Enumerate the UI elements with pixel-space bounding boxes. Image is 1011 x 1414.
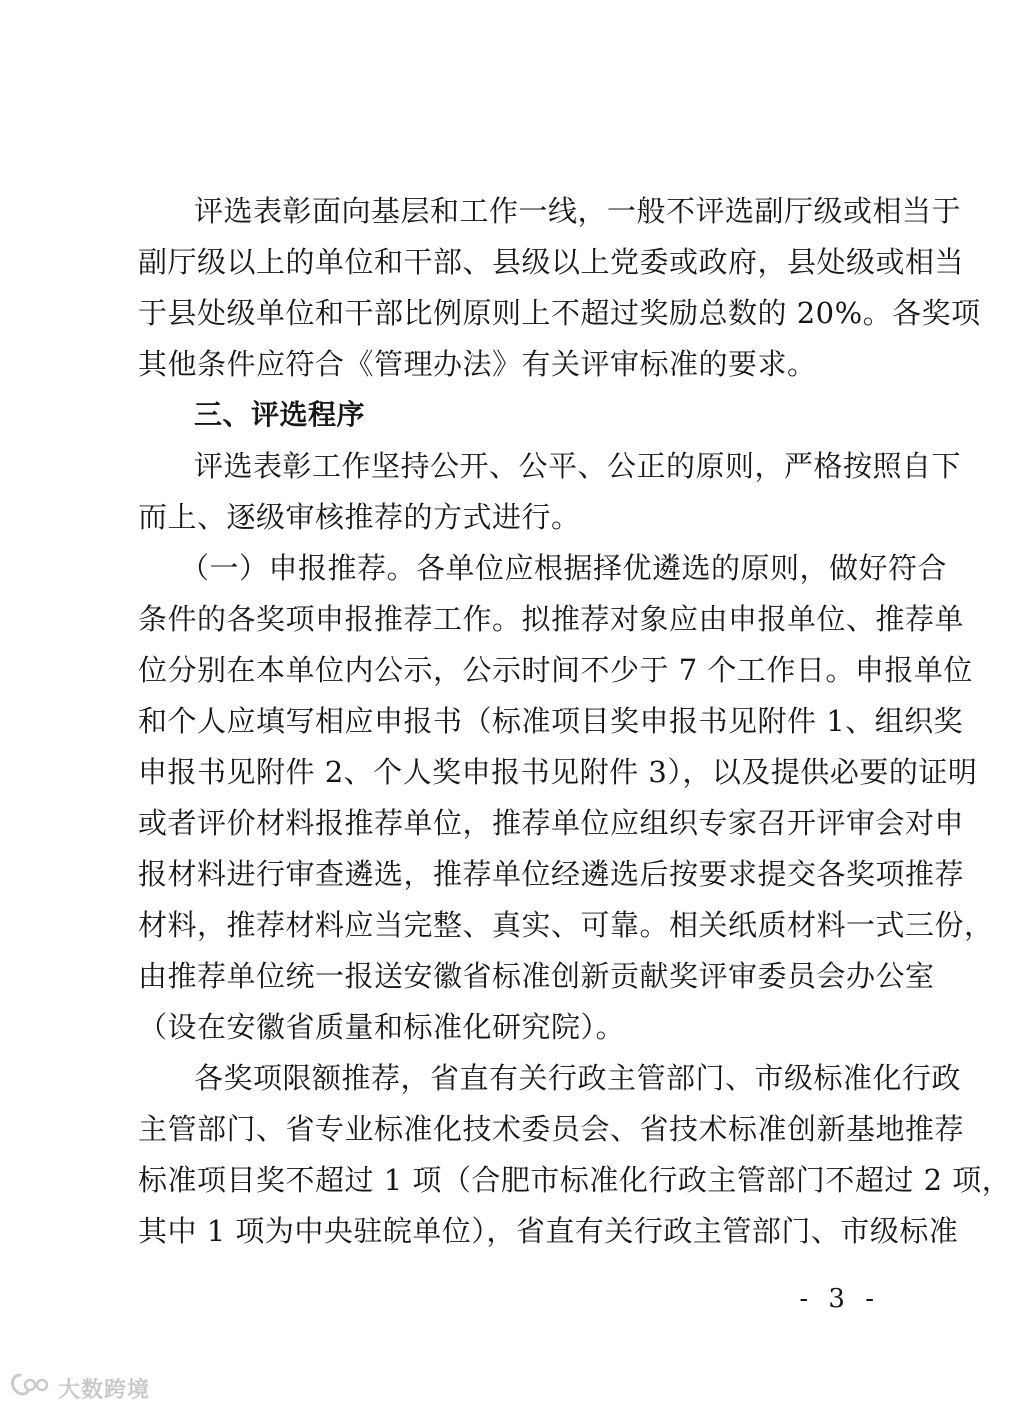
brand-logo-icon [8,1371,52,1405]
paragraph-line: 评选表彰工作坚持公开、公平、公正的原则，严格按照自下 [194,449,962,483]
paragraph-line: 申报书见附件 2、个人奖申报书见附件 3），以及提供必要的证明 [138,755,978,789]
paragraph-line: 于县处级单位和干部比例原则上不超过奖励总数的 20%。各奖项 [138,296,981,330]
paragraph-line: 由推荐单位统一报送安徽省标准创新贡献奖评审委员会办公室 [138,959,935,993]
paragraph-line: 而上、逐级审核推荐的方式进行。 [138,500,581,534]
watermark [8,1370,150,1406]
paragraph-line: 评选表彰面向基层和工作一线，一般不评选副厅级或相当于 [194,194,962,228]
paragraph-line: 位分别在本单位内公示，公示时间不少于 7 个工作日。申报单位 [138,653,973,687]
paragraph-line: 材料，推荐材料应当完整、真实、可靠。相关纸质材料一式三份， [138,908,994,942]
paragraph-line: 或者评价材料报推荐单位，推荐单位应组织专家召开评审会对申 [138,806,965,840]
paragraph-line: 其他条件应符合《管理办法》有关评审标准的要求。 [138,347,817,381]
paragraph-line: （一）申报推荐。各单位应根据择优遴选的原则，做好符合 [180,551,948,585]
paragraph-line: 报材料进行审查遴选，推荐单位经遴选后按要求提交各奖项推荐 [138,857,965,891]
paragraph-line: 条件的各奖项申报推荐工作。拟推荐对象应由申报单位、推荐单 [138,602,965,636]
paragraph-line: 各奖项限额推荐，省直有关行政主管部门、市级标准化行政 [194,1061,962,1095]
watermark-text: 大数跨境 [58,1377,151,1403]
page-number: - 3 - [799,1284,880,1314]
paragraph-line: 主管部门、省专业标准化技术委员会、省技术标准创新基地推荐 [138,1112,965,1146]
paragraph-line: 和个人应填写相应申报书（标准项目奖申报书见附件 1、组织奖 [138,704,964,738]
paragraph-line: 其中 1 项为中央驻皖单位），省直有关行政主管部门、市级标准 [138,1214,959,1248]
paragraph-line: （设在安徽省质量和标准化研究院）。 [138,1010,626,1044]
paragraph-line: 副厅级以上的单位和干部、县级以上党委或政府，县处级或相当 [138,245,965,279]
paragraph-line: 标准项目奖不超过 1 项（合肥市标准化行政主管部门不超过 2 项， [138,1163,1011,1197]
section-heading: 三、评选程序 [194,398,366,431]
